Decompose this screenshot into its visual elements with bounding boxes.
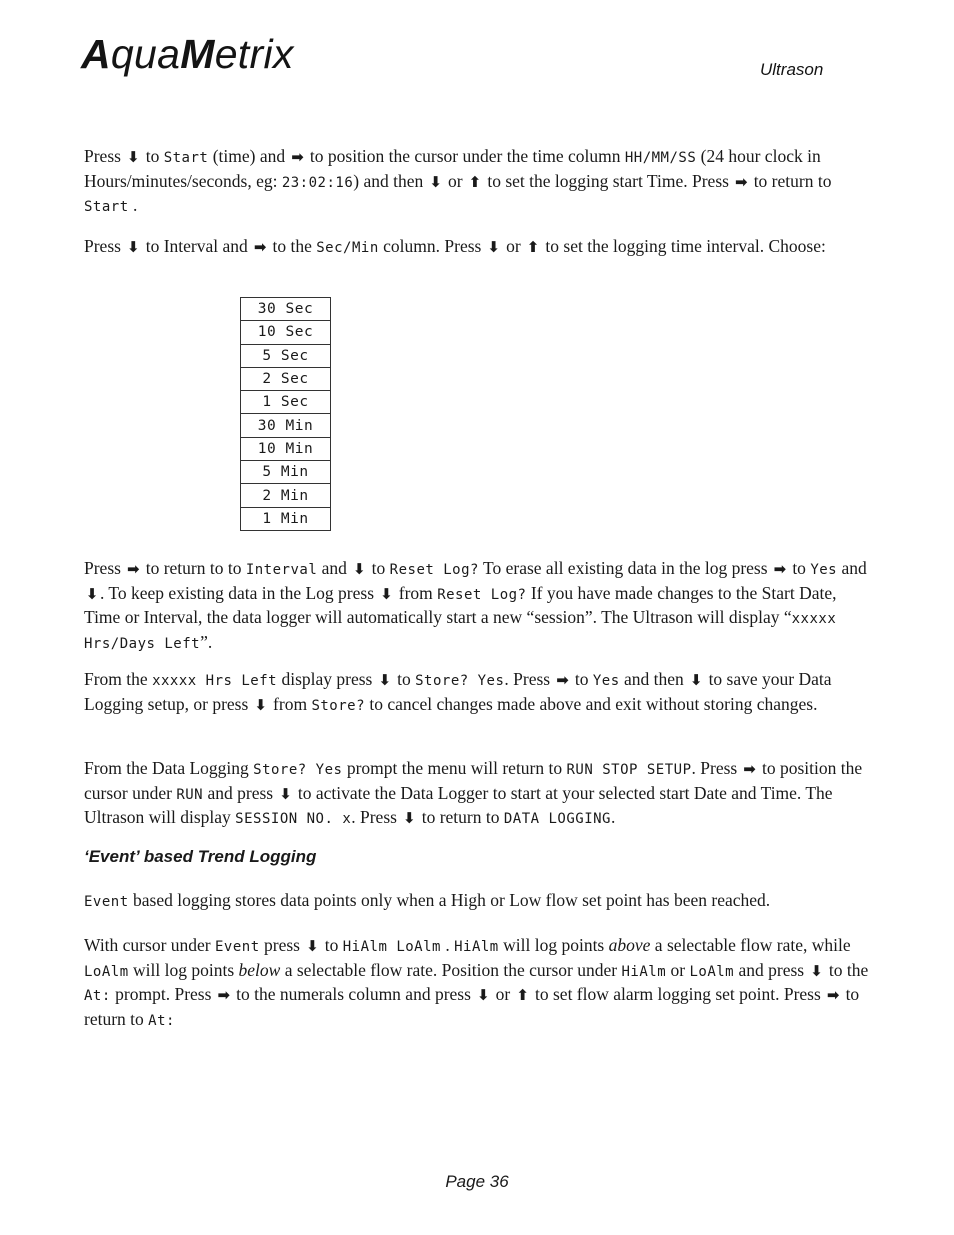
text-run: . Press: [351, 807, 402, 827]
logo-text-qua: qua: [110, 31, 181, 77]
text-run: to: [392, 669, 416, 689]
text-run: to the: [268, 236, 317, 256]
interval-option: 30 Min: [241, 414, 331, 437]
interval-option: 5 Sec: [241, 344, 331, 367]
text-run: to: [141, 146, 164, 166]
text-run: . To keep existing data in the Log press: [100, 582, 379, 603]
text-run: .: [128, 195, 138, 215]
text-run: . Press: [504, 669, 555, 689]
text-run: to save your Data Logging setup, or press: [84, 669, 832, 714]
logo-text-etrix: etrix: [214, 31, 294, 77]
arrow-down-icon: ⬇: [429, 172, 442, 191]
arrow-right-icon: ➡: [217, 986, 231, 1004]
text-run: will log points: [498, 935, 609, 955]
arrow-down-icon: ⬇: [85, 584, 99, 603]
text-run: a selectable flow rate. Position the cursor under: [280, 959, 622, 980]
display-text: Reset Log?: [437, 586, 527, 603]
aquametrix-logo: [81, 30, 294, 78]
text-run: . Press: [691, 758, 742, 778]
logo-letter-m: M: [180, 31, 215, 77]
interval-option: 1 Min: [241, 507, 331, 530]
display-text: Event: [84, 894, 129, 910]
text-run: to set the logging start Time. Press: [482, 170, 734, 191]
paragraph-interval: [84, 235, 874, 260]
display-text: Yes: [592, 673, 620, 689]
text-run: and: [837, 558, 867, 578]
text-run: to return to to: [141, 558, 246, 578]
paragraph-reset-log: [84, 557, 874, 655]
text-run: With cursor under: [84, 935, 215, 955]
arrow-down-icon: ⬇: [279, 784, 292, 803]
display-text: HiAlm: [621, 963, 667, 980]
arrow-up-icon: ⬆: [526, 238, 540, 256]
display-text: Event: [215, 939, 260, 955]
interval-row: [241, 367, 331, 390]
interval-row: [241, 507, 331, 530]
section-heading: ‘Event’ based Trend Logging: [84, 847, 317, 866]
display-text: HH/MM/SS: [624, 150, 697, 166]
text-run: Press: [84, 558, 126, 578]
arrow-right-icon: ➡: [826, 986, 840, 1004]
text-run: display press: [277, 669, 377, 689]
arrow-down-icon: ⬇: [254, 695, 267, 714]
interval-row: [241, 391, 331, 414]
paragraph-start-time: [84, 145, 874, 219]
product-name: Ultrason: [760, 60, 824, 79]
text-run: or: [443, 170, 467, 191]
arrow-right-icon: ➡: [253, 238, 267, 256]
text-run: (24 hour clock in Hours/minutes/seconds, eg:: [84, 146, 821, 191]
display-text: Start: [84, 199, 129, 215]
display-text: DATA LOGGING: [503, 811, 611, 827]
text-run: To erase all existing data in the log press: [478, 558, 772, 578]
text-run: to set flow alarm logging set point. Press: [530, 984, 826, 1004]
display-text: Reset Log?: [389, 562, 479, 578]
arrow-right-icon: ➡: [773, 560, 787, 578]
interval-option: 2 Min: [241, 484, 331, 507]
text-run: and: [317, 558, 352, 578]
text-run: to return to: [749, 170, 832, 191]
display-text: RUN STOP SETUP: [566, 762, 692, 778]
text-run: and press: [734, 959, 809, 980]
arrow-down-icon: ⬇: [403, 809, 416, 827]
arrow-down-icon: ⬇: [487, 238, 500, 256]
arrow-right-icon: ➡: [556, 671, 569, 689]
arrow-down-icon: ⬇: [810, 961, 823, 980]
text-run: or: [666, 959, 690, 980]
paragraph-store: [84, 668, 874, 717]
emphasis-text: below: [238, 959, 281, 980]
arrow-down-icon: ⬇: [127, 238, 140, 256]
display-text: Interval: [245, 562, 318, 578]
display-text: Store? Yes: [415, 673, 505, 689]
text-run: and then: [619, 669, 689, 689]
text-run: prompt. Press: [110, 984, 216, 1004]
display-text: Yes: [810, 562, 838, 578]
emphasis-text: above: [608, 935, 651, 955]
text-run: (time) and: [208, 146, 290, 166]
interval-options-table: [240, 297, 331, 531]
text-run: to position the cursor under: [84, 758, 863, 803]
text-run: or: [501, 236, 526, 256]
text-run: prompt the menu will return to: [342, 758, 567, 778]
interval-row: [241, 344, 331, 367]
text-run: Press: [84, 146, 126, 166]
text-run: to return to: [84, 984, 860, 1029]
text-run: column. Press: [378, 236, 486, 256]
interval-option: 2 Sec: [241, 367, 331, 390]
display-text: Store?: [311, 697, 366, 714]
display-text: At:: [148, 1012, 175, 1029]
display-text: LoAlm: [689, 963, 735, 980]
text-run: If you have made changes to the Start Date, Time or Interval, the data logger will automatically start a new “session”. The Ultrason will display “: [84, 582, 837, 627]
page-number: Page 36: [445, 1172, 509, 1191]
arrow-down-icon: ⬇: [353, 560, 366, 578]
text-run: to Interval and: [141, 236, 253, 256]
text-run: or: [491, 984, 515, 1004]
display-text: HiAlm: [454, 939, 499, 955]
arrow-down-icon: ⬇: [380, 584, 393, 603]
interval-option: 5 Min: [241, 461, 331, 484]
arrow-right-icon: ➡: [127, 560, 140, 578]
interval-option: 1 Sec: [241, 391, 331, 414]
arrow-down-icon: ⬇: [378, 671, 392, 689]
interval-row: [241, 484, 331, 507]
interval-row: [241, 461, 331, 484]
display-text: xxxxx Hrs Left: [152, 673, 278, 689]
paragraph-run: [84, 757, 874, 831]
text-run: to: [570, 669, 593, 689]
text-run: .: [611, 807, 616, 827]
text-run: to activate the Data Logger to start at your selected start Date and Time. The Ultrason will display: [84, 782, 833, 827]
text-run: to: [320, 935, 343, 955]
arrow-down-icon: ⬇: [477, 986, 490, 1004]
display-text: HiAlm LoAlm: [342, 939, 441, 955]
text-run: a selectable flow rate, while: [650, 935, 851, 955]
text-run: to the numerals column and press: [231, 984, 476, 1004]
arrow-right-icon: ➡: [291, 148, 304, 166]
interval-row: [241, 437, 331, 460]
text-run: .: [440, 935, 455, 955]
interval-row: [241, 321, 331, 344]
text-run: will log points: [128, 959, 239, 980]
text-run: From the: [84, 669, 153, 689]
interval-option: 30 Sec: [241, 298, 331, 321]
paragraph-event-alarm: [84, 934, 874, 1032]
text-run: from: [394, 582, 438, 603]
text-run: and press: [203, 782, 278, 803]
display-text: LoAlm: [84, 963, 129, 980]
logo-letter-a: A: [81, 31, 111, 77]
text-run: ”.: [200, 631, 213, 652]
text-run: ) and then: [353, 170, 428, 191]
text-run: press: [259, 935, 305, 955]
arrow-down-icon: ⬇: [689, 671, 703, 689]
arrow-down-icon: ⬇: [306, 937, 319, 955]
display-text: SESSION NO. x: [235, 811, 352, 827]
interval-option: 10 Sec: [241, 321, 331, 344]
text-run: From the Data Logging: [84, 758, 254, 778]
interval-row: [241, 414, 331, 437]
display-text: Store? Yes: [253, 762, 343, 778]
arrow-up-icon: ⬆: [468, 172, 482, 191]
paragraph-event-intro: [84, 889, 874, 914]
display-text: Sec/Min: [316, 240, 379, 256]
display-text: xxxxx Hrs/Days Left: [84, 611, 837, 652]
text-run: to position the cursor under the time column: [305, 146, 625, 166]
interval-option: 10 Min: [241, 437, 331, 460]
text-run: to set the logging time interval. Choose:: [541, 236, 826, 256]
text-run: to: [787, 558, 811, 578]
interval-row: [241, 298, 331, 321]
text-run: to cancel changes made above and exit without storing changes.: [365, 693, 818, 714]
arrow-right-icon: ➡: [735, 172, 748, 191]
text-run: to the: [824, 959, 869, 980]
text-run: to return to: [417, 807, 504, 827]
display-text: At:: [84, 988, 111, 1004]
text-run: from: [268, 693, 312, 714]
display-text: Start: [163, 150, 209, 166]
display-text: 23:02:16: [281, 174, 354, 191]
arrow-up-icon: ⬆: [516, 986, 529, 1004]
arrow-right-icon: ➡: [743, 760, 756, 778]
text-run: based logging stores data points only when a High or Low flow set point has been reached.: [128, 890, 771, 910]
display-text: RUN: [176, 786, 204, 803]
text-run: to: [367, 558, 390, 578]
arrow-down-icon: ⬇: [127, 148, 140, 166]
text-run: Press: [84, 236, 126, 256]
